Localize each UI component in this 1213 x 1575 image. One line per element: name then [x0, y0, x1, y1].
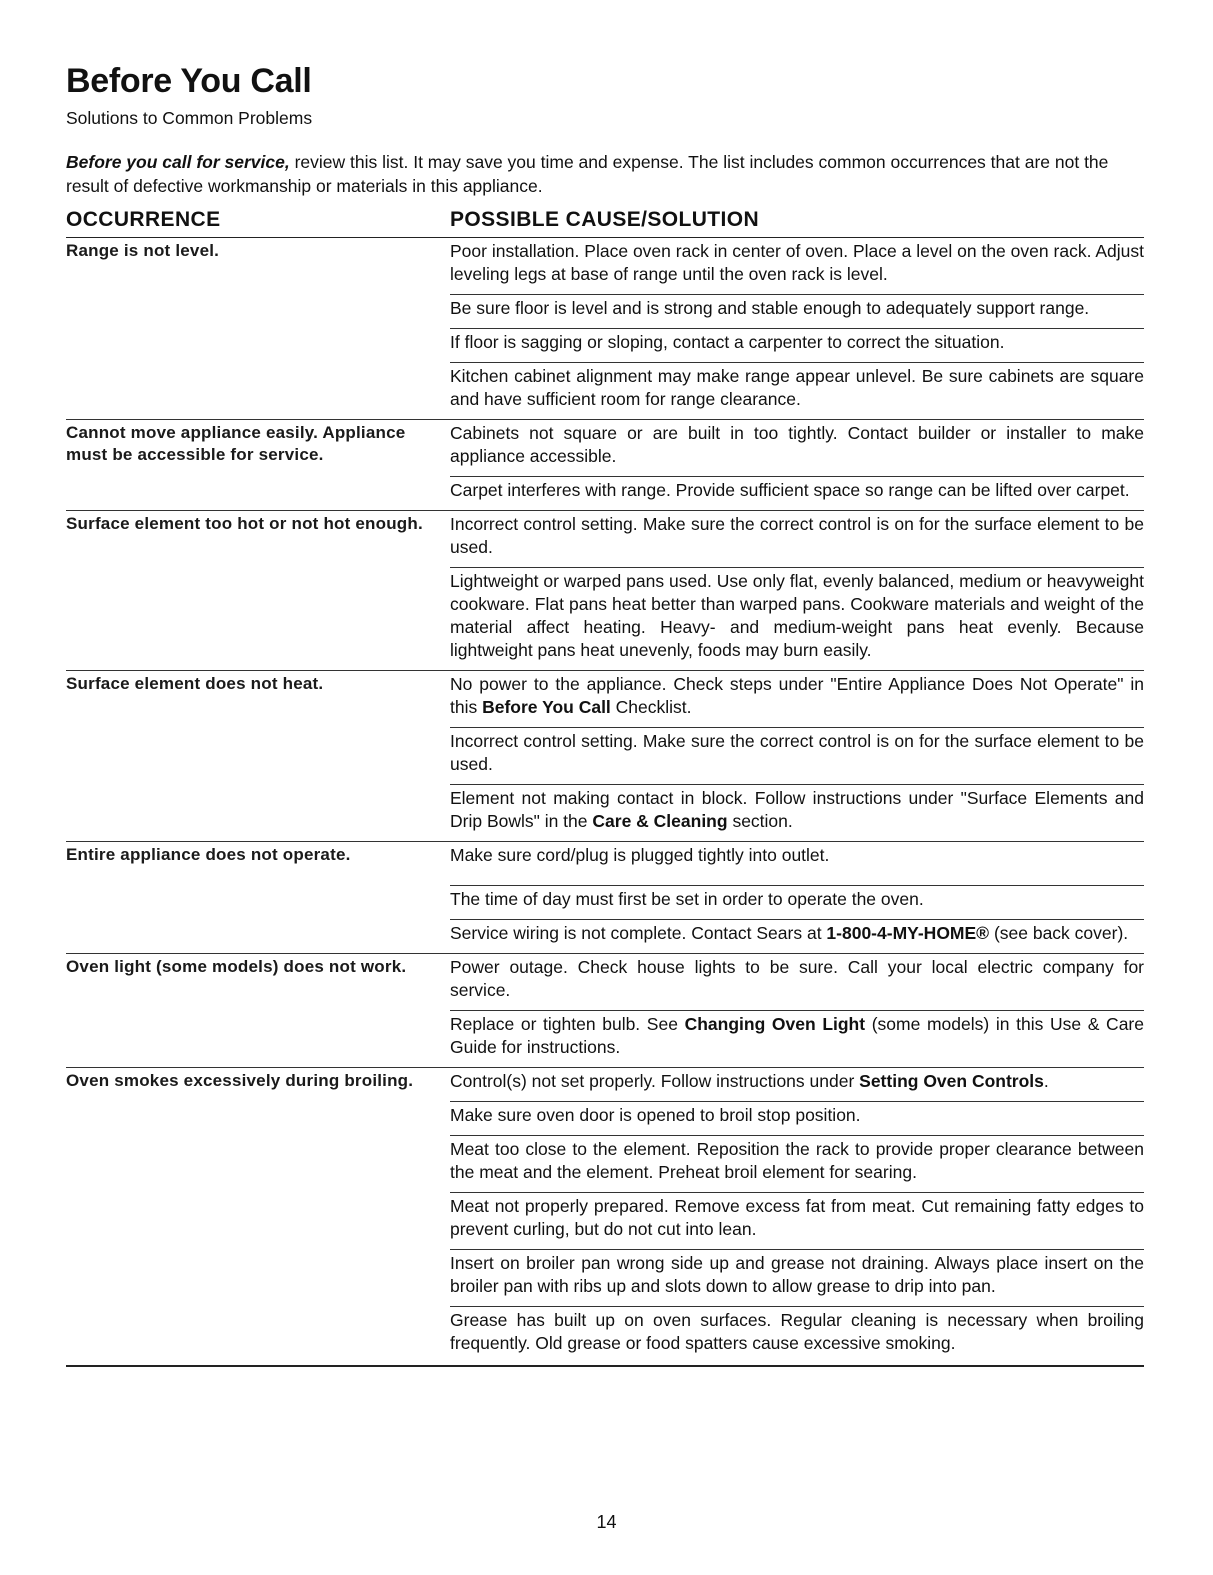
solution-cell: [450, 1068, 1144, 1363]
solution-text: Incorrect control setting. Make sure the correct control is on for the surface element to be used.: [450, 731, 1144, 774]
solution-text: .: [1043, 1071, 1049, 1091]
page-number: 14: [596, 1512, 617, 1532]
solution-item: [450, 1306, 1144, 1363]
solution-item: [450, 842, 1144, 885]
solution-column-header: POSSIBLE CAUSE/SOLUTION: [450, 208, 760, 231]
solution-emphasis: Care & Cleaning: [592, 811, 728, 831]
occurrence-cell: Range is not level.: [66, 241, 220, 260]
solution-cell: [450, 511, 1144, 670]
troubleshooting-table: [66, 238, 1144, 1363]
solution-cell: [450, 671, 1144, 841]
table-row: [66, 238, 1144, 419]
table-row: [66, 953, 1144, 1067]
occurrence-cell: Oven smokes excessively during broiling.: [66, 1071, 414, 1090]
solution-cell: [450, 842, 1144, 953]
occurrence-cell: Surface element does not heat.: [66, 674, 324, 693]
solution-item: [450, 1010, 1144, 1067]
solution-text: Lightweight or warped pans used. Use only flat, evenly balanced, medium or heavyweight cookware. Flat pans heat better than warped pans. Cookware materials and weight of the material affect heating. Heavy- and medium-weight pans heat evenly. Because lightweight pans heat unevenly, foods may burn easily.: [450, 571, 1144, 660]
solution-text: Service wiring is not complete. Contact Sears at: [450, 923, 827, 943]
solution-text: Be sure floor is level and is strong and stable enough to adequately support range.: [450, 298, 1090, 318]
intro-lead: Before you call for service,: [66, 152, 290, 172]
solution-item: [450, 1249, 1144, 1306]
solution-item: [450, 671, 1144, 727]
solution-item: [450, 954, 1144, 1010]
solution-text: Carpet interferes with range. Provide sufficient space so range can be lifted over carpet.: [450, 480, 1130, 500]
solution-text: Make sure cord/plug is plugged tightly into outlet.: [450, 845, 830, 865]
solution-item: [450, 511, 1144, 567]
solution-text: If floor is sagging or sloping, contact a carpenter to correct the situation.: [450, 332, 1005, 352]
solution-item: [450, 919, 1144, 953]
solution-emphasis: 1-800-4-MY-HOME®: [826, 923, 990, 943]
table-row: [66, 1067, 1144, 1363]
solution-text: Incorrect control setting. Make sure the correct control is on for the surface element to be used.: [450, 514, 1144, 557]
solution-text: Power outage. Check house lights to be sure. Call your local electric company for service.: [450, 957, 1144, 1000]
solution-item: [450, 476, 1144, 510]
occurrence-cell: Cannot move appliance easily. Appliance must be accessible for service.: [66, 423, 406, 464]
solution-text: Meat not properly prepared. Remove excess fat from meat. Cut remaining fatty edges to prevent curling, but do not cut into lean.: [450, 1196, 1144, 1239]
solution-text: (some models) in this Use & Care Guide for instructions.: [450, 1014, 1144, 1057]
solution-emphasis: Changing Oven Light: [684, 1014, 866, 1034]
occurrence-cell: Entire appliance does not operate.: [66, 845, 351, 864]
table-row: [66, 841, 1144, 953]
solution-emphasis: Setting Oven Controls: [859, 1071, 1044, 1091]
occurrence-column-header: OCCURRENCE: [66, 208, 221, 231]
solution-text: Grease has built up on oven surfaces. Regular cleaning is necessary when broiling frequently. Old grease or food spatters cause excessive smoking.: [450, 1310, 1144, 1353]
solution-text: Replace or tighten bulb. See: [450, 1014, 685, 1034]
solution-cell: [450, 420, 1144, 510]
solution-text: Meat too close to the element. Reposition the rack to provide proper clearance between the meat and the element. Preheat broil element for searing.: [450, 1139, 1144, 1182]
solution-text: Poor installation. Place oven rack in center of oven. Place a level on the oven rack. Adjust leveling legs at base of range until the oven rack is level.: [450, 241, 1144, 284]
solution-item: [450, 362, 1144, 419]
occurrence-cell: Oven light (some models) does not work.: [66, 957, 407, 976]
solution-cell: [450, 238, 1144, 419]
solution-item: [450, 727, 1144, 784]
intro-text: review this list. It may save you time and expense. The list includes common occurrences that are not the result of defective workmanship or materials in this appliance.: [66, 152, 1109, 196]
solution-item: [450, 1135, 1144, 1192]
solution-text: Checklist.: [610, 697, 692, 717]
solution-item: [450, 1068, 1144, 1101]
solution-item: [450, 567, 1144, 670]
table-bottom-divider: [66, 1365, 1144, 1367]
table-row: [66, 510, 1144, 670]
solution-item: [450, 1192, 1144, 1249]
occurrence-cell: Surface element too hot or not hot enough.: [66, 514, 423, 533]
page-title: Before You Call: [66, 62, 312, 100]
solution-text: The time of day must first be set in order to operate the oven.: [450, 889, 924, 909]
solution-text: (see back cover).: [989, 923, 1129, 943]
solution-item: [450, 784, 1144, 841]
solution-emphasis: Before You Call: [482, 697, 611, 717]
solution-text: No power to the appliance. Check steps under "Entire Appliance Does Not Operate" in this: [450, 674, 1144, 717]
solution-text: Control(s) not set properly. Follow instructions under: [450, 1071, 860, 1091]
solution-item: [450, 1101, 1144, 1135]
solution-text: Kitchen cabinet alignment may make range appear unlevel. Be sure cabinets are square and have sufficient room for range clearance.: [450, 366, 1144, 409]
solution-text: Element not making contact in block. Follow instructions under "Surface Elements and Drip Bowls" in the: [450, 788, 1144, 831]
solution-item: [450, 420, 1144, 476]
solution-text: Make sure oven door is opened to broil stop position.: [450, 1105, 861, 1125]
solution-text: Insert on broiler pan wrong side up and grease not draining. Always place insert on the broiler pan with ribs up and slots down to allow grease to drip into pan.: [450, 1253, 1144, 1296]
solution-text: section.: [727, 811, 793, 831]
table-row: [66, 670, 1144, 841]
solution-text: Cabinets not square or are built in too tightly. Contact builder or installer to make appliance accessible.: [450, 423, 1144, 466]
page-subtitle: Solutions to Common Problems: [66, 108, 313, 128]
solution-item: [450, 328, 1144, 362]
solution-item: [450, 238, 1144, 294]
solution-item: [450, 294, 1144, 328]
table-row: [66, 419, 1144, 510]
intro-paragraph: [66, 150, 1146, 198]
solution-item: [450, 885, 1144, 919]
solution-cell: [450, 954, 1144, 1067]
